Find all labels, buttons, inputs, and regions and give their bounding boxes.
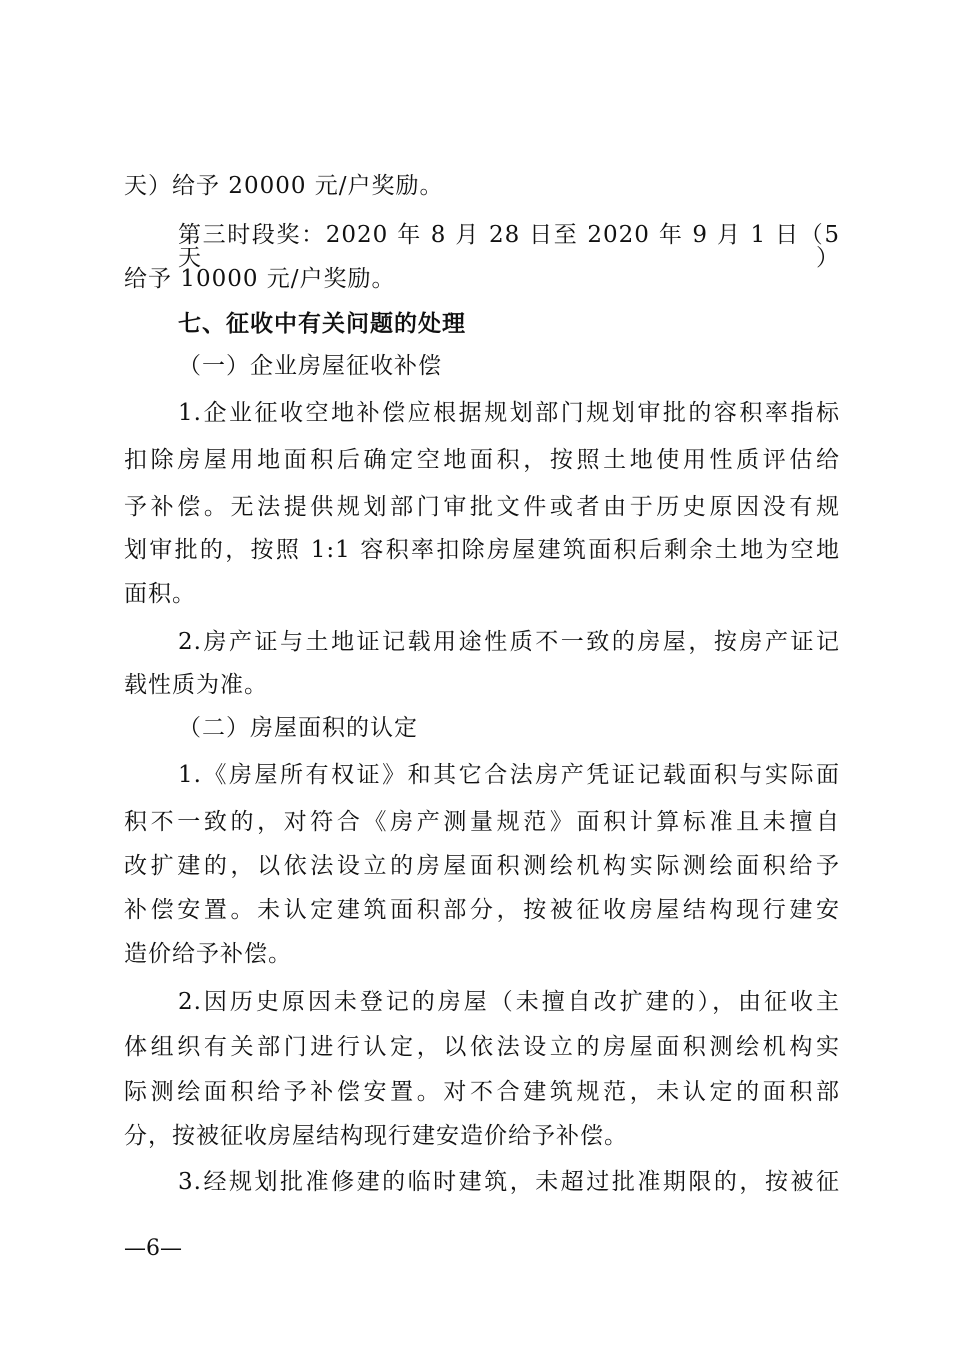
paragraph-line: 天）给予 20000 元/户奖励。 (124, 173, 444, 199)
paragraph-line: 给予 10000 元/户奖励。 (124, 266, 396, 292)
paragraph-line: 造价给予补偿。 (124, 941, 292, 967)
paragraph-line: 1.《房屋所有权证》和其它合法房产凭证记载面积与实际面 (178, 762, 840, 788)
paragraph-line: 际测绘面积给予补偿安置。对不合建筑规范，未认定的面积部 (124, 1079, 840, 1105)
paragraph-line: 扣除房屋用地面积后确定空地面积，按照土地使用性质评估给 (124, 447, 840, 473)
paragraph-line: 2.因历史原因未登记的房屋（未擅自改扩建的），由征收主 (178, 989, 840, 1015)
section-heading: 七、征收中有关问题的处理 (178, 311, 466, 337)
paragraph-line: 2.房产证与土地证记载用途性质不一致的房屋，按房产证记 (178, 629, 840, 655)
paragraph-line: 改扩建的，以依法设立的房屋面积测绘机构实际测绘面积给予 (124, 853, 840, 879)
paragraph-line: 第三时段奖：2020 年 8 月 28 日至 2020 年 9 月 1 日（5 天） (178, 222, 840, 271)
paragraph-line: 补偿安置。未认定建筑面积部分，按被征收房屋结构现行建安 (124, 897, 840, 923)
paragraph-line: 予补偿。无法提供规划部门审批文件或者由于历史原因没有规 (124, 494, 840, 520)
paragraph-line: 积不一致的，对符合《房产测量规范》面积计算标准且未擅自 (124, 809, 840, 835)
paragraph-line: 3.经规划批准修建的临时建筑，未超过批准期限的，按被征 (178, 1169, 840, 1195)
paragraph-line: 划审批的，按照 1:1 容积率扣除房屋建筑面积后剩余土地为空地 (124, 537, 840, 563)
subsection-heading: （二）房屋面积的认定 (178, 715, 418, 741)
page-number: —6— (124, 1236, 182, 1261)
paragraph-line: 面积。 (124, 581, 196, 607)
paragraph-line: 体组织有关部门进行认定，以依法设立的房屋面积测绘机构实 (124, 1034, 840, 1060)
paragraph-line: 载性质为准。 (124, 672, 268, 698)
paragraph-line: 分，按被征收房屋结构现行建安造价给予补偿。 (124, 1123, 628, 1149)
paragraph-line: 1.企业征收空地补偿应根据规划部门规划审批的容积率指标 (178, 400, 840, 426)
subsection-heading: （一）企业房屋征收补偿 (178, 353, 442, 379)
